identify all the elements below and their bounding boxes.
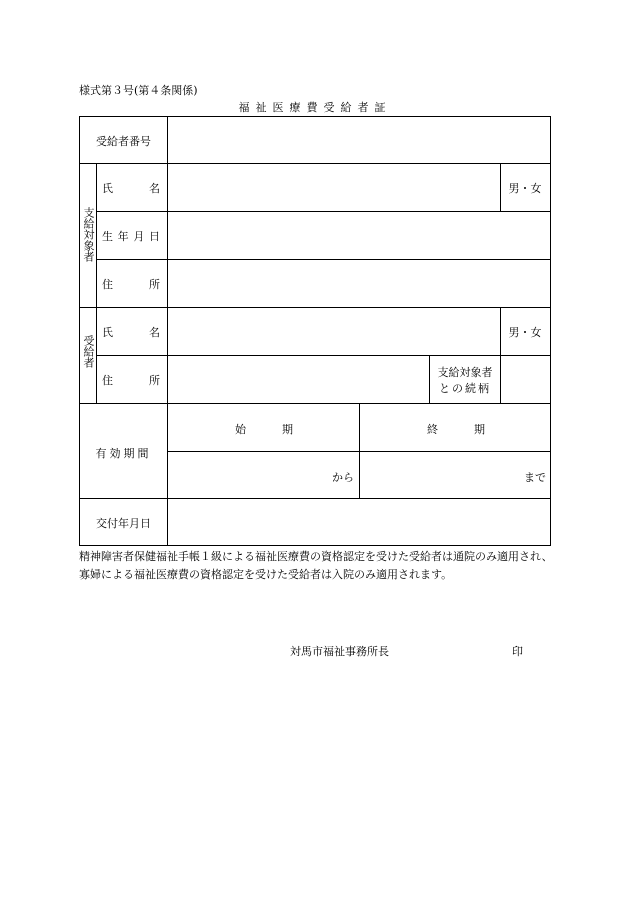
column-divider [359,403,360,498]
recipient-sex-label: 男・女 [508,326,542,339]
from-label: から [332,471,354,484]
relationship-label-line2: との続柄 [439,382,491,395]
target-person-group-label: 支給対象者 [82,207,95,262]
document-title: 福祉医療費受給者証 [238,101,392,114]
recipient-group-label: 受給者 [82,335,95,368]
column-divider [96,163,97,403]
start-label: 始 期 [235,423,293,436]
relationship-label-line1: 支給対象者 [437,366,493,379]
row-divider [80,307,550,308]
row-divider [80,498,550,499]
issuing-office: 対馬市福祉事務所長 [290,645,389,658]
certificate-table [79,116,551,546]
until-label: まで [524,471,546,484]
end-label: 終 期 [427,423,485,436]
seal-mark: 印 [512,645,523,658]
target-sex-label: 男・女 [508,182,542,195]
validity-label: 有効期間 [95,447,152,460]
row-divider [96,259,550,260]
issue-date-label: 交付年月日 [96,517,151,530]
target-name-label: 氏 名 [102,182,160,195]
row-divider [80,163,550,164]
recipient-name-label: 氏 名 [102,326,160,339]
target-birthdate-label: 生 年 月 日 [102,230,160,243]
column-divider [500,355,501,403]
row-divider [96,355,550,356]
recipient-number-label: 受給者番号 [96,135,151,148]
target-address-label: 住 所 [102,278,160,291]
form-number: 様式第３号(第４条関係) [79,84,198,97]
recipient-address-label: 住 所 [102,374,160,387]
eligibility-note: 精神障害者保健福祉手帳１級による福祉医療費の資格認定を受けた受給者は通院のみ適用され、寡婦による福祉医療費の資格認定を受けた受給者は入院のみ適用されます。 [79,550,553,581]
row-divider [80,403,550,404]
row-divider [96,211,550,212]
column-divider [167,117,168,545]
